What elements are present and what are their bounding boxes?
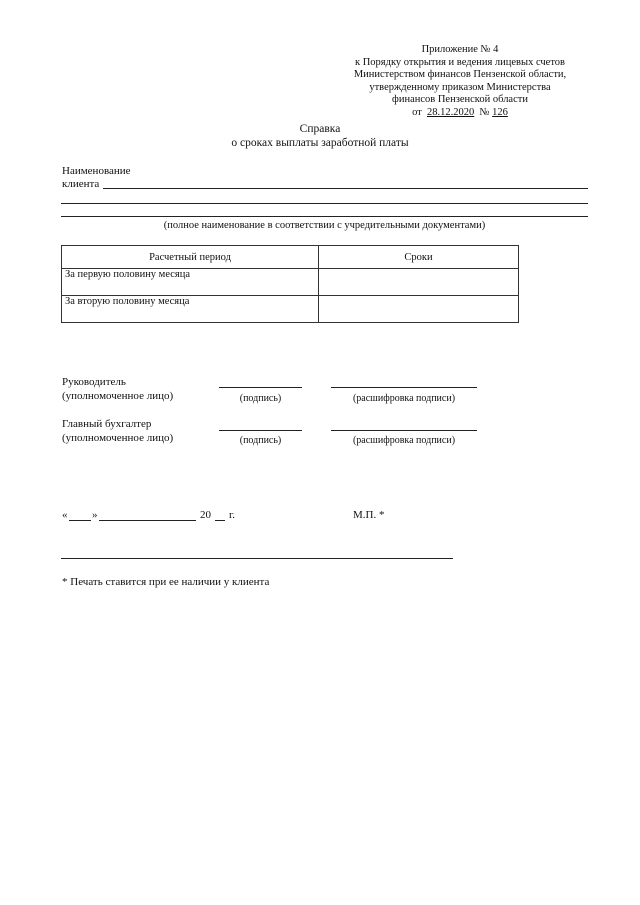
day-field[interactable] bbox=[69, 520, 91, 521]
head-role: Руководитель bbox=[62, 376, 126, 388]
column-header-period: Расчетный период bbox=[62, 246, 319, 269]
accountant-role-note: (уполномоченное лицо) bbox=[62, 432, 174, 444]
order-number-prefix: № bbox=[479, 106, 490, 118]
footnote: * Печать ставится при ее наличии у клиента bbox=[62, 576, 270, 588]
appendix-block bbox=[300, 44, 620, 120]
year-field[interactable] bbox=[215, 520, 225, 521]
client-name-field-line3[interactable] bbox=[61, 216, 588, 217]
date-line bbox=[62, 509, 342, 525]
accountant-role: Главный бухгалтер bbox=[62, 418, 152, 430]
client-hint: (полное наименование в соответствии с учредительными документами) bbox=[163, 220, 486, 231]
accountant-signature-field[interactable] bbox=[219, 430, 302, 431]
head-signature-field[interactable] bbox=[219, 387, 302, 388]
footnote-divider bbox=[61, 558, 453, 559]
head-role-note: (уполномоченное лицо) bbox=[62, 390, 174, 402]
table-row bbox=[62, 296, 519, 323]
head-decode-hint: (расшифровка подписи) bbox=[352, 393, 456, 404]
date-open-quote: « bbox=[62, 509, 68, 521]
table-header-row bbox=[62, 246, 519, 269]
appendix-line: Министерством финансов Пензенской области, bbox=[353, 69, 567, 81]
year-suffix: г. bbox=[229, 509, 236, 521]
column-header-terms: Сроки bbox=[319, 246, 519, 269]
stamp-label: М.П. * bbox=[353, 509, 385, 521]
client-label: Наименование bbox=[62, 165, 131, 177]
order-date: 28.12.2020 bbox=[427, 106, 475, 118]
terms-cell[interactable] bbox=[319, 296, 519, 323]
appendix-line: утвержденному приказом Министерства bbox=[369, 81, 551, 93]
accountant-decode-hint: (расшифровка подписи) bbox=[352, 435, 456, 446]
appendix-line: к Порядку открытия и ведения лицевых счетов bbox=[354, 56, 565, 68]
payment-schedule-table bbox=[61, 245, 519, 323]
appendix-order bbox=[300, 107, 620, 120]
client-name-field-line2[interactable] bbox=[61, 203, 588, 204]
appendix-line: финансов Пензенской области bbox=[392, 94, 528, 106]
appendix-title: Приложение № 4 bbox=[421, 44, 499, 55]
client-name-field[interactable] bbox=[103, 188, 588, 189]
terms-cell[interactable] bbox=[319, 269, 519, 296]
head-decode-field[interactable] bbox=[331, 387, 477, 388]
order-number: 126 bbox=[492, 106, 508, 118]
table-row bbox=[62, 269, 519, 296]
period-cell: За вторую половину месяца bbox=[62, 296, 319, 323]
date-close-quote: » bbox=[92, 509, 98, 521]
year-prefix: 20 bbox=[200, 509, 211, 521]
client-label-second: клиента bbox=[62, 178, 100, 190]
period-cell: За первую половину месяца bbox=[62, 269, 319, 296]
order-date-prefix: от bbox=[412, 106, 422, 118]
accountant-sign-hint: (подпись) bbox=[239, 435, 282, 446]
head-sign-hint: (подпись) bbox=[239, 393, 282, 404]
document-title: Справка bbox=[299, 123, 341, 135]
document-subtitle: о сроках выплаты заработной платы bbox=[231, 137, 409, 149]
accountant-decode-field[interactable] bbox=[331, 430, 477, 431]
month-field[interactable] bbox=[99, 520, 196, 521]
